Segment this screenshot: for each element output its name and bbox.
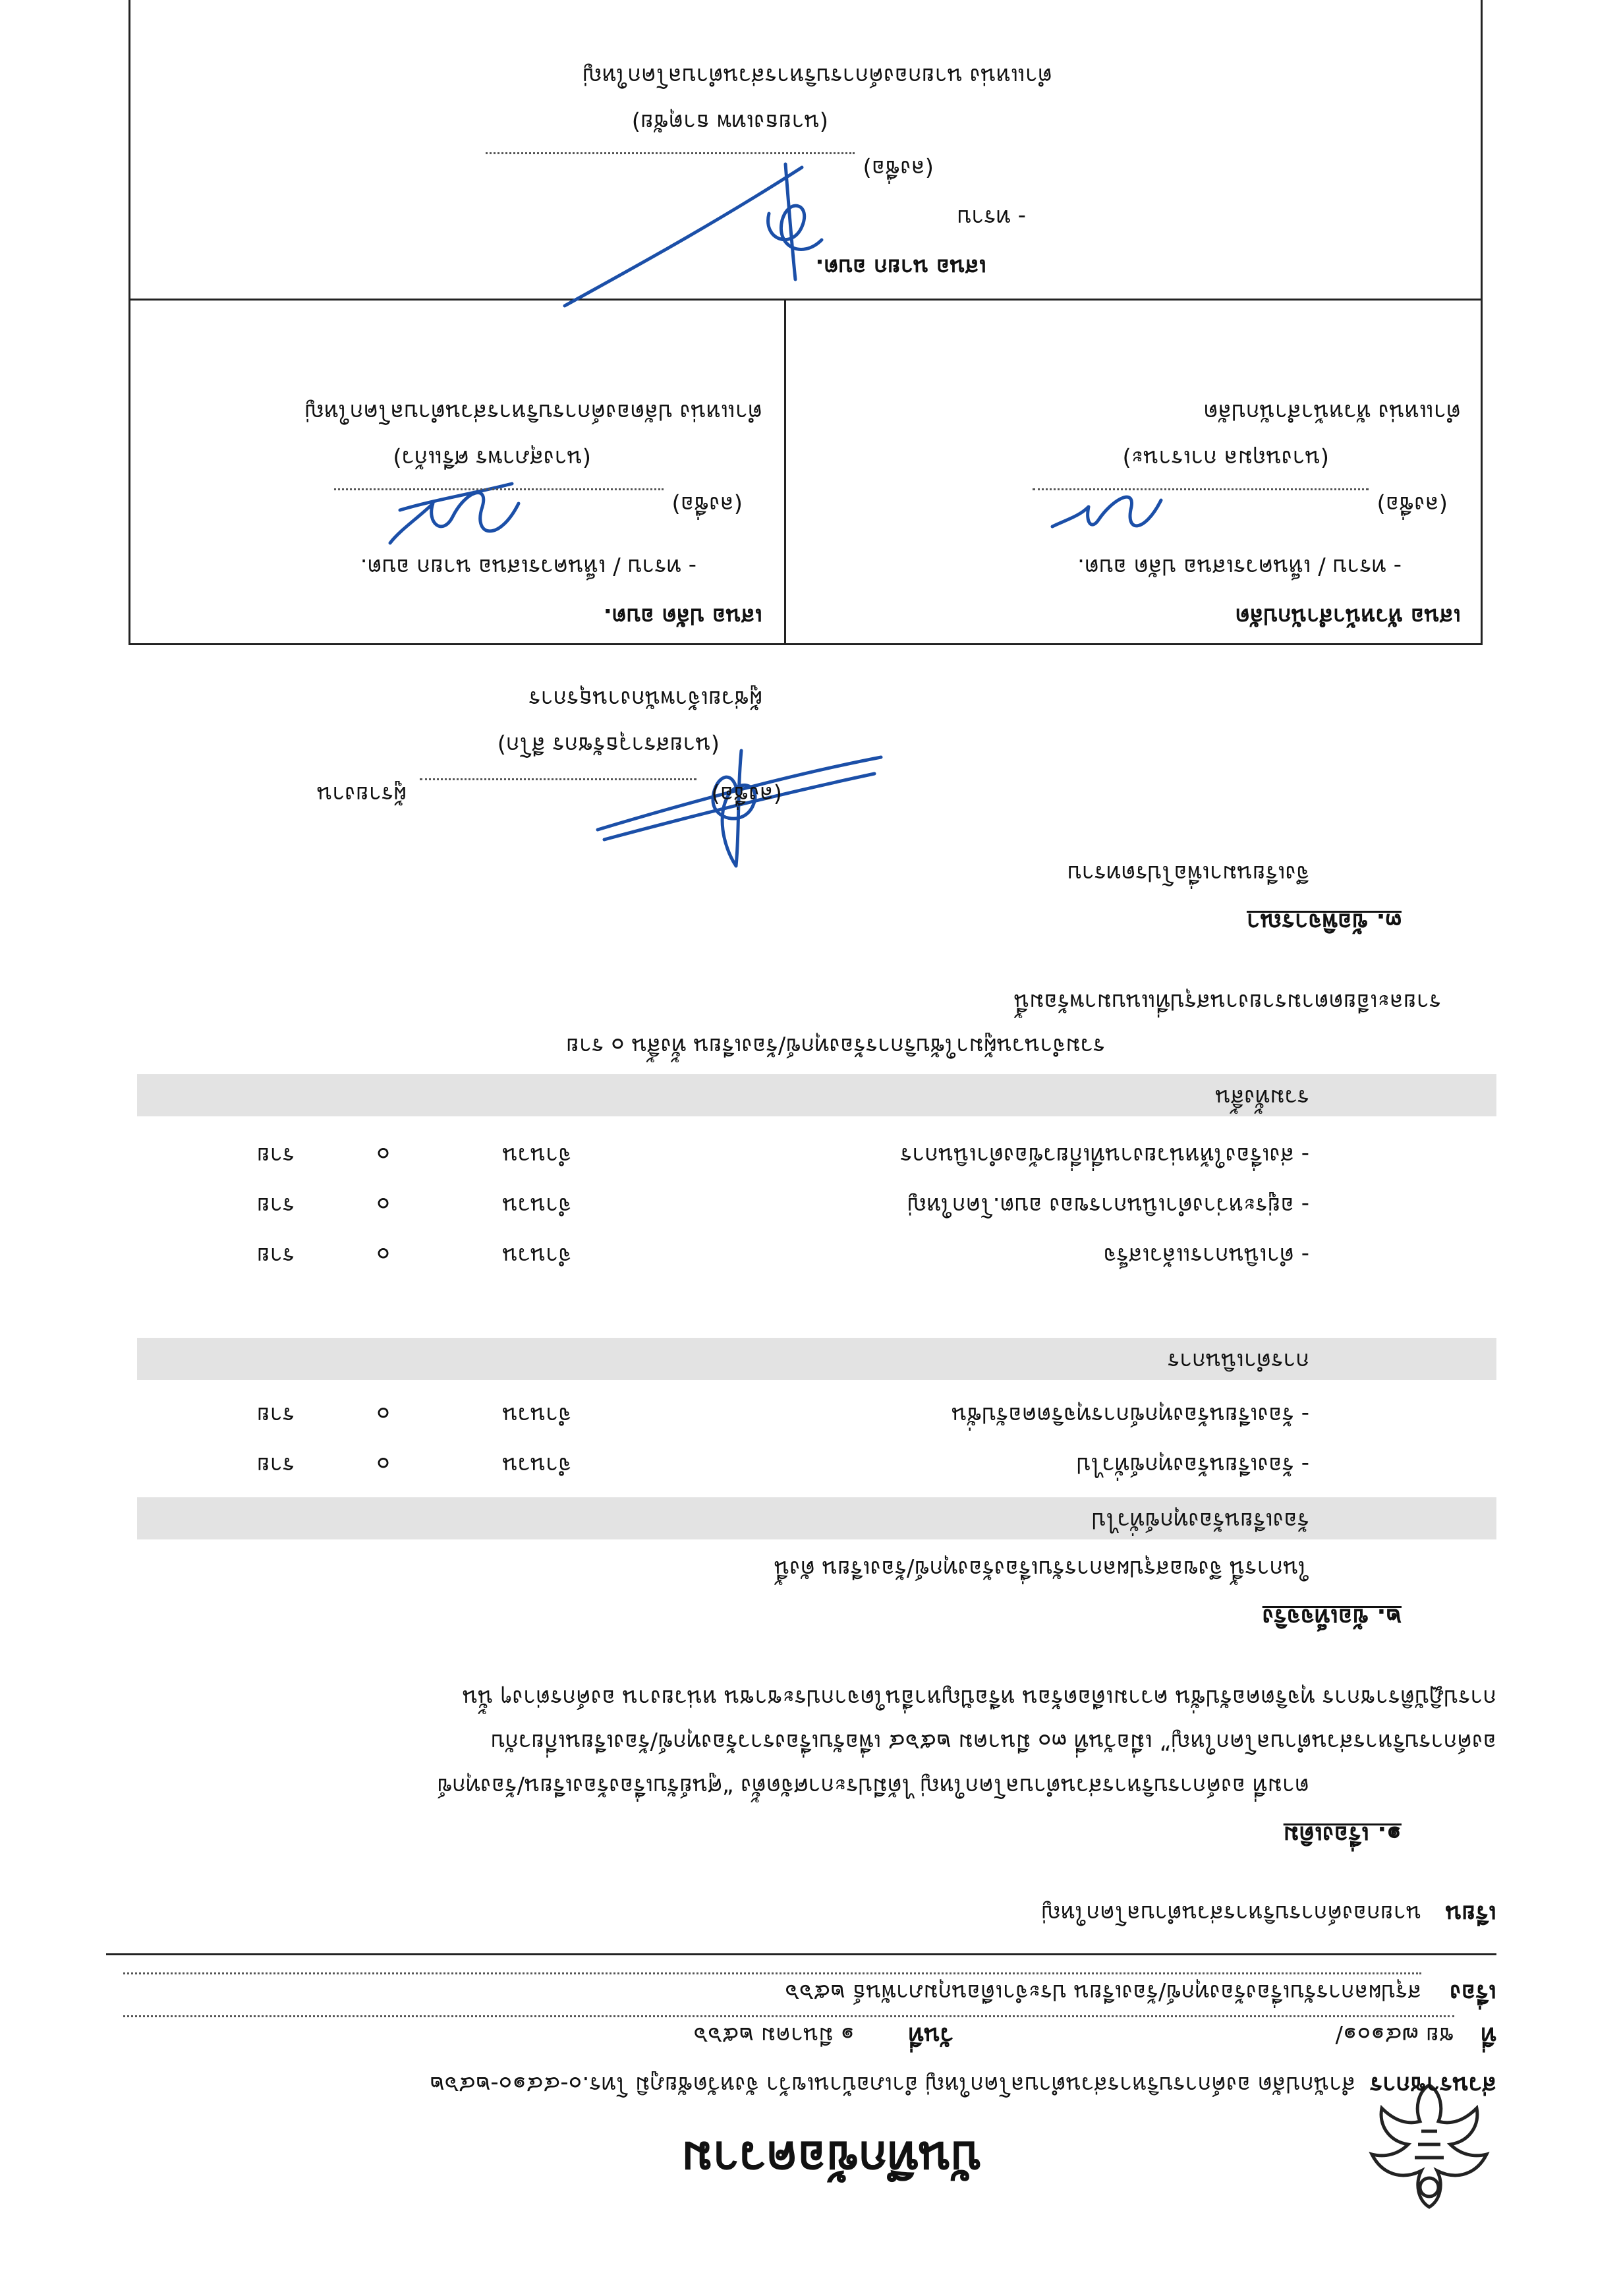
group1-title: ร้องเรียนร้องทุกข์ทั่วไป: [1091, 1507, 1309, 1534]
agency-label: ส่วนราชการ: [1369, 2071, 1496, 2098]
date-value: ๑ มีนาคม ๒๕๖๖: [693, 2022, 855, 2048]
mayor-sign-line: [486, 152, 855, 154]
mayor-sign-label: (ลงชื่อ): [863, 155, 934, 181]
g1-row1-unit: ราย: [256, 1452, 295, 1478]
g1-row1-label: - ร้องเรียนร้องทุกข์ทั่วไป: [1076, 1452, 1309, 1478]
g1-row2-count: ๐: [376, 1402, 390, 1428]
ref-value: ชย ๗๔๑๐๑/: [1335, 2022, 1454, 2048]
g2-row2-prefix: จำนวน: [502, 1192, 571, 1219]
attachment-note: รายละเอียดตามรายงานสรุปที่แนบมาพร้อมนี้: [1013, 989, 1441, 1015]
mayor-name: (นายธงเทพ ธาตุชัย): [631, 109, 828, 135]
deputy-sign-line: [334, 488, 664, 490]
subject-dotted-line: [123, 1972, 1421, 1974]
date-label: วันที่: [908, 2022, 953, 2049]
staff-name: (นายสราวุธรัชกร สีโก): [497, 732, 720, 758]
section2-intro: ในการนี้ จึงขอสรุปผลการรับเรื่องร้องทุกข์/ร้องเรียน ดังนี้: [774, 1555, 1309, 1582]
group2-title: การดำเนินการ: [1167, 1348, 1309, 1374]
staff-sign-line: [420, 778, 696, 780]
mayor-signature: [532, 154, 874, 319]
approval-box: [128, 0, 1483, 645]
total-line: รวมจำนวนผู้มาใช้บริการร้องทุกข์/ร้องเรียน ทั้งสิ้น ๐ ราย: [565, 1033, 1105, 1059]
g2-row3-label: - ส่งเรื่องให้หน่วยงานที่เกี่ยวข้องดำเนินการ: [899, 1142, 1309, 1168]
staff-sign-label: (ลงชื่อ): [711, 781, 782, 807]
deputy-position: ตำแหน่ง ปลัดองค์การบริหารส่วนตำบลโคกใหญ่: [304, 399, 762, 425]
head-office-signature: [1039, 474, 1171, 546]
section3-body: จึงเรียนมาเพื่อโปรดทราบ: [1067, 860, 1309, 886]
subject-label: เรื่อง: [1450, 1979, 1496, 2006]
staff-position: ผู้ช่วยเจ้าพนักงานธุรการ: [528, 685, 762, 712]
group3-title: รวมทั้งสิ้น: [1215, 1084, 1309, 1110]
section1-line1: ตามที่ องค์การบริหารส่วนตำบลโคกใหญ่ ได้มีประกาศจัดตั้ง “ศูนย์รับเรื่องร้องเรียน/ร้องทุกข์: [436, 1773, 1309, 1799]
g1-row1-count: ๐: [376, 1452, 390, 1478]
memo-title: บันทึกข้อความ: [681, 2131, 981, 2187]
approval-column-divider: [784, 299, 786, 645]
head-office-header: เสนอ หัวหน้าสำนักปลัด: [1235, 603, 1461, 629]
deputy-signature: [380, 464, 532, 556]
g2-row3-unit: ราย: [256, 1142, 295, 1168]
g2-row1-prefix: จำนวน: [502, 1242, 571, 1269]
head-office-comment: - ทราบ / เห็นควรเสนอ ปลัด อบต.: [1077, 554, 1402, 580]
g2-row2-label: - อยู่ระหว่างดำเนินการของ อบต.โคกใหญ่: [907, 1192, 1309, 1219]
g1-row2-prefix: จำนวน: [502, 1402, 571, 1428]
g1-row1-prefix: จำนวน: [502, 1452, 571, 1478]
staff-signature: [584, 741, 894, 892]
g2-row2-count: ๐: [376, 1192, 390, 1219]
head-office-sign-line: [1033, 488, 1369, 490]
to-value: นายกองค์การบริหารส่วนตำบลโคกใหญ่: [1041, 1900, 1421, 1926]
mayor-header: เสนอ นายก อบต.: [815, 254, 986, 280]
g1-row2-label: - ร้องเรียนร้องทุกข์การทุจริตคอรัปชั่น: [952, 1402, 1309, 1428]
section1-line2: องค์การบริหารส่วนตำบลโคกใหญ่” เมื่อวันที่ ๓๐ มีนาคม ๒๕๖๔ เพื่อรับเรื่องราวร้องทุกข์/ร้องเรียนเกี่ยวกับ: [490, 1729, 1496, 1755]
section1-title: ๑. เรื่องเดิม: [1283, 1821, 1402, 1848]
garuda-emblem-icon: [1361, 2079, 1496, 2220]
section1-line3: การปฏิบัติราชการ ทุจริตคอรัปชั่น ความเดือดร้อน หรือปัญหาอื่นใดจากประชาชน หน่วยงาน องค์กรต่างๆ นั้น: [462, 1684, 1496, 1711]
staff-role-after: ผู้รายงาน: [316, 781, 407, 807]
g2-row3-count: ๐: [376, 1142, 390, 1168]
section2-title: ๒. ข้อเท็จจริง: [1262, 1603, 1402, 1630]
head-office-name: (นางนฤมล กาเรานะ): [1122, 445, 1329, 471]
section3-title: ๓. ข้อพิจารณา: [1246, 908, 1402, 935]
agency-value: สำนักปลัด องค์การบริหารส่วนตำบลโคกใหญ่ อำเภอบ้านเขว้า จังหวัดชัยภูมิ โทร.๐-๔๔๑๐-๒๔๖๒: [430, 2071, 1355, 2098]
g2-row1-label: - ดำเนินการแล้วเสร็จ: [1103, 1242, 1309, 1269]
deputy-header: เสนอ ปลัด อบต.: [603, 603, 762, 629]
g2-row1-count: ๐: [376, 1242, 390, 1269]
header-divider: [106, 1953, 1496, 1955]
g2-row1-unit: ราย: [256, 1242, 295, 1269]
to-label: เรียน: [1445, 1900, 1496, 1927]
deputy-name: (นางสุภาพร ศรีแก้ว): [393, 445, 591, 471]
head-office-sign-label: (ลงชื่อ): [1377, 491, 1448, 517]
mayor-position: ตำแหน่ง นายกองค์การบริหารส่วนตำบลโคกใหญ่: [582, 63, 1052, 89]
ref-date-dotted-line: [123, 2015, 1454, 2017]
g2-row2-unit: ราย: [256, 1192, 295, 1219]
subject-value: สรุปผลการรับเรื่องร้องทุกข์/ร้องเรียน ประจำเดือนกุมภาพันธ์ ๒๕๖๖: [785, 1979, 1421, 2005]
g1-row2-unit: ราย: [256, 1402, 295, 1428]
deputy-comment: - ทราบ / เห็นควรเสนอ นายก อบต.: [360, 554, 696, 580]
mayor-comment: - ทราบ: [957, 204, 1026, 231]
ref-label: ที่: [1481, 2022, 1496, 2049]
deputy-sign-label: (ลงชื่อ): [671, 491, 743, 517]
g2-row3-prefix: จำนวน: [502, 1142, 571, 1168]
head-office-position: ตำแหน่ง หัวหน้าสำนักปลัด: [1203, 399, 1461, 425]
